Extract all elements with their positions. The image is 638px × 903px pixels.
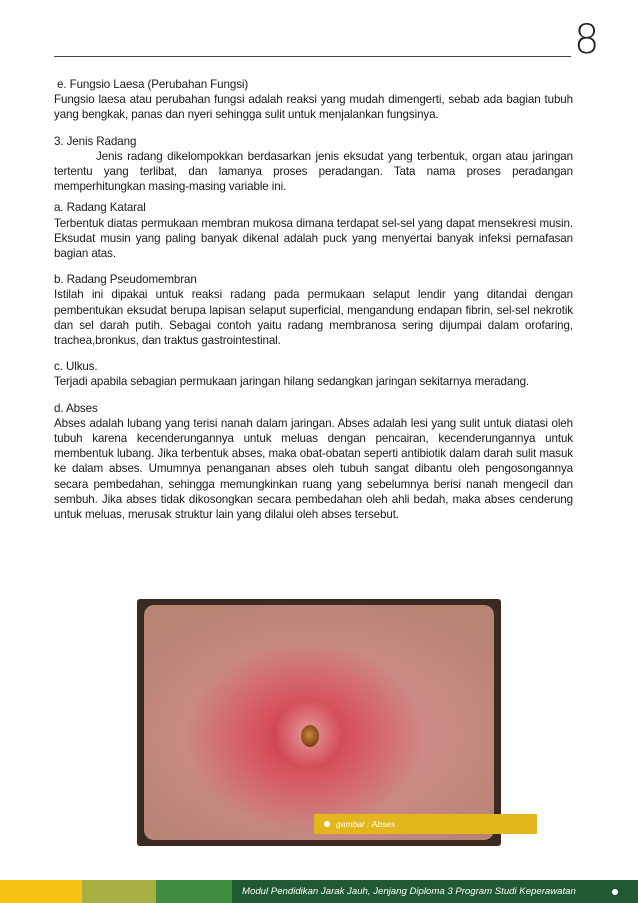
footer-segment-yellow [0,880,82,903]
section-b-body: Istilah ini dipakai untuk reaksi radang pada permukaan selaput lendir yang ditandai dengan pembentukan eksudat berupa lapisan selaput superficial, mengandung endapan fibrin, sel-sel nekrotik dan sel darah putih. Sebagai contoh yaitu radang membranosa sering dijumpai dalam orofaring, trachea,bronkus, dan traktus gastrointestinal. [54,288,573,348]
footer-text: Modul Pendidikan Jarak Jauh, Jenjang Diploma 3 Program Studi Keperawatan [242,886,576,897]
section-3-heading: 3. Jenis Radang [54,134,137,148]
page-content [54,77,573,522]
header-rule [54,56,571,57]
footer-segment-green [156,880,232,903]
caption-text: gambar : Abses [336,819,396,829]
bullet-dot-icon [324,821,330,827]
skin-image [144,605,494,840]
section-d-body: Abses adalah lubang yang terisi nanah dalam jaringan. Abses adalah lesi yang sulit untuk diatasi oleh tubuh karena kecenderungannya untuk meluas dengan pencairan, kecenderungannya untuk membentuk lubang. Jika terbentuk abses, maka obat-obatan seperti antibiotik dalam darah sulit masuk ke dalam abses. Umumnya penanganan abses oleh tubuh sangat dibantu oleh pengosongannya secara pembedahan, sehingga memungkinkan ruang yang sebelumnya berisi nanah mengecil dan sembuh. Jika abses tidak dikosongkan secara pembedahan oleh ahli bedah, maka abses cenderung untuk meluas, merusak struktur lain yang dilalui oleh abses tersebut. [54,416,573,522]
bullet-dot-icon [612,889,618,895]
section-e-heading: e. Fungsio Laesa (Perubahan Fungsi) [57,78,249,91]
abscess-photo [137,599,501,846]
section-d-heading: d. Abses [54,401,98,415]
section-b-heading: b. Radang Pseudomembran [54,273,197,287]
section-e-body: Fungsio laesa atau perubahan fungsi adalah reaksi yang mudah dimengerti, sebab ada bagian tubuh yang bengkak, panas dan nyeri sehingga sulit untuk menjalankan fungsinya. [54,93,573,122]
section-c-body: Terjadi apabila sebagian permukaan jaringan hilang sedangkan jaringan sekitarnya meradang. [54,375,530,389]
footer-bar [0,880,638,903]
footer-segment-olive [82,880,156,903]
section-a-heading: a. Radang Kataral [54,201,146,215]
section-c-heading: c. Ulkus. [54,360,98,374]
section-a-body: Terbentuk diatas permukaan membran mukosa dimana terdapat sel-sel yang dapat mensekresi musin. Eksudat musin yang paling banyak dikenal adalah puck yang menyertai banyak infeksi pernafasan bagian atas. [54,216,573,261]
page-number: 8 [574,17,600,63]
section-3-body: Jenis radang dikelompokkan berdasarkan jenis eksudat yang terbentuk, organ atau jaringan tertentu yang terlibat, dan lamanya proses peradangan. Tata nama proses peradangan memperhitungkan masing-masing variable ini. [54,149,573,194]
abscess-lesion [301,725,319,747]
figure-caption [314,814,537,834]
